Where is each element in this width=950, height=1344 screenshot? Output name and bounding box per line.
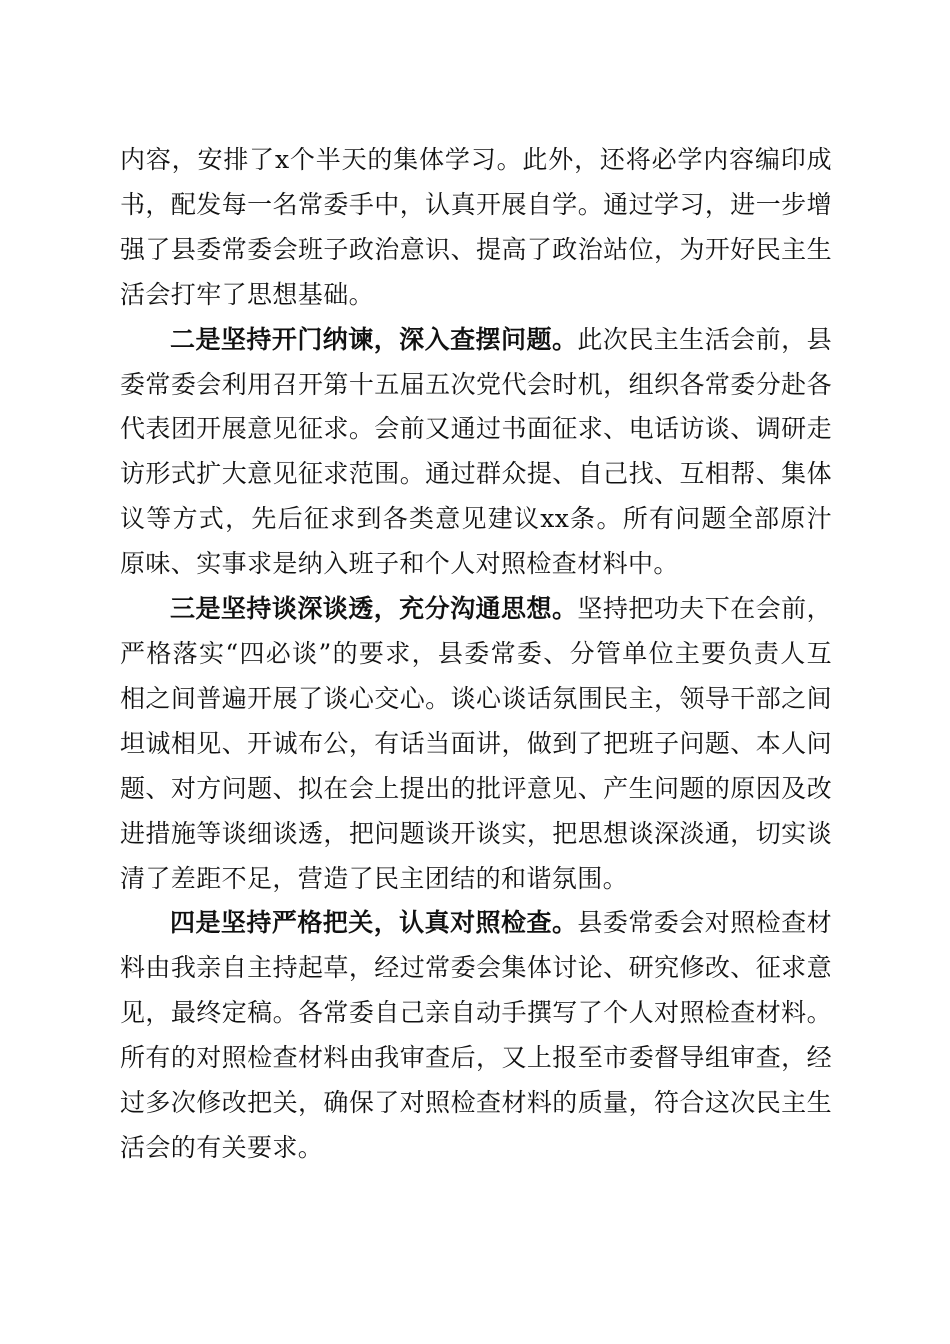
paragraph-item-two [120,318,832,587]
paragraph-item-four [120,901,832,1170]
paragraph-body: 县委常委会对照检查材料由我亲自主持起草，经过常委会集体讨论、研究修改、征求意见，最终定稿。各常委自己亲自动手撰写了个人对照检查材料。所有的对照检查材料由我审查后，又上报至市委督导组审查，经过多次修改把关，确保了对照检查材料的质量，符合这次民主生活会的有关要求。 [120,908,832,1162]
paragraph-body: 坚持把功夫下在会前，严格落实“四必谈”的要求，县委常委、分管单位主要负责人互相之间普遍开展了谈心交心。谈心谈话氛围民主，领导干部之间坦诚相见、开诚布公，有话当面讲，做到了把班子问题、本人问题、对方问题、拟在会上提出的批评意见、产生问题的原因及改进措施等谈细谈透，把问题谈开谈实，把思想谈深淡通，切实谈清了差距不足，营造了民主团结的和谐氛围。 [120,594,832,893]
paragraph-heading: 三是坚持谈深谈透，充分沟通思想。 [170,594,578,624]
document-body [120,138,832,1171]
paragraph-item-three [120,587,832,901]
paragraph-heading: 四是坚持严格把关，认真对照检查。 [170,908,578,938]
paragraph-heading: 二是坚持开门纳谏，深入查摆问题。 [170,324,578,354]
paragraph-continuation [120,138,832,318]
paragraph-body: 内容，安排了x个半天的集体学习。此外，还将必学内容编印成书，配发每一名常委手中，认真开展自学。通过学习，进一步增强了县委常委会班子政治意识、提高了政治站位，为开好民主生活会打牢了思想基础。 [120,145,832,309]
paragraph-body: 此次民主生活会前，县委常委会利用召开第十五届五次党代会时机，组织各常委分赴各代表团开展意见征求。会前又通过书面征求、电话访谈、调研走访形式扩大意见征求范围。通过群众提、自己找、互相帮、集体议等方式，先后征求到各类意见建议xx条。所有问题全部原汁原味、实事求是纳入班子和个人对照检查材料中。 [120,324,832,579]
